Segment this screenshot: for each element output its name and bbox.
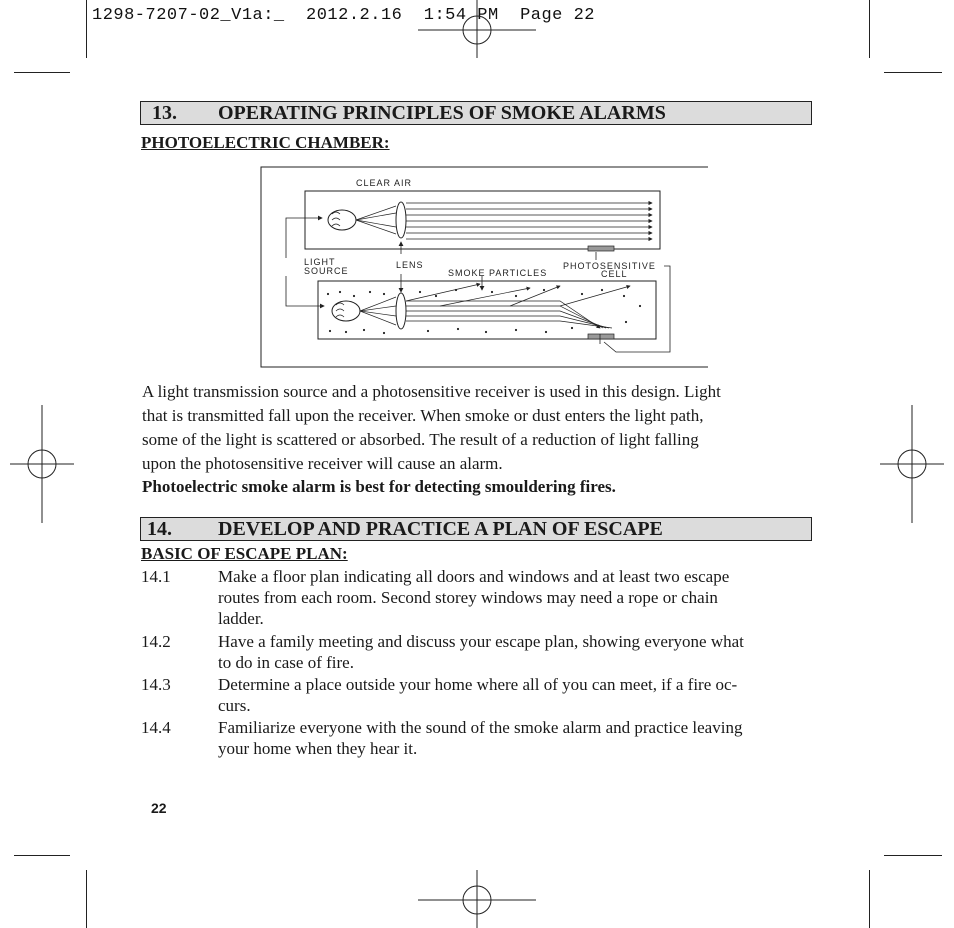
photosensitive-label: PHOTOSENSITIVE <box>563 261 656 271</box>
photoelectric-chamber-diagram <box>260 166 710 370</box>
page-number: 22 <box>151 800 167 816</box>
crop-mark-top-left-v <box>86 0 87 58</box>
section-title: OPERATING PRINCIPLES OF SMOKE ALARMS <box>218 102 666 124</box>
registration-mark-left <box>10 405 74 523</box>
item-number: 14.3 <box>141 675 171 694</box>
item-line: curs. <box>218 696 251 715</box>
description-line-2: that is transmitted fall upon the receiver. When smoke or dust enters the light path, <box>142 406 704 425</box>
section-number: 14. <box>147 518 172 540</box>
print-slug: 1298-7207-02_V1a:_ 2012.2.16 1:54 PM Page 22 <box>92 6 595 25</box>
lens-label: LENS <box>396 260 424 270</box>
description-line-4: upon the photosensitive receiver will cause an alarm. <box>142 454 503 473</box>
smouldering-fires-note: Photoelectric smoke alarm is best for detecting smouldering fires. <box>142 477 616 496</box>
section-title: DEVELOP AND PRACTICE A PLAN OF ESCAPE <box>218 518 663 540</box>
section-13-heading <box>140 101 812 125</box>
item-line: ladder. <box>218 609 264 628</box>
cell-label: CELL <box>601 269 628 279</box>
crop-mark-top-right-h <box>884 72 942 73</box>
item-text <box>218 631 818 673</box>
item-number: 14.2 <box>141 632 171 651</box>
description-line-3: some of the light is scattered or absorbed. The result of a reduction of light falling <box>142 430 699 449</box>
item-line: to do in case of fire. <box>218 653 354 672</box>
registration-mark-top <box>418 0 536 60</box>
crop-mark-top-left-h <box>14 72 70 73</box>
source-label: SOURCE <box>304 266 349 276</box>
light-source-bracket <box>286 218 300 306</box>
item-line: Determine a place outside your home where all of you can meet, if a fire oc- <box>218 675 738 694</box>
crop-mark-top-right-v <box>869 0 870 58</box>
photoelectric-description <box>142 380 822 476</box>
clear-air-label: CLEAR AIR <box>356 178 413 188</box>
section-number: 13. <box>152 102 177 124</box>
crop-mark-bottom-left-h <box>14 855 70 856</box>
clear-air-chamber <box>305 191 660 251</box>
registration-mark-bottom <box>418 870 536 928</box>
registration-mark-right <box>880 405 944 523</box>
item-number: 14.1 <box>141 567 171 586</box>
escape-plan-subheading: BASIC OF ESCAPE PLAN: <box>141 544 348 563</box>
item-number: 14.4 <box>141 718 171 737</box>
crop-mark-bottom-left-v <box>86 870 87 928</box>
item-text <box>218 566 818 629</box>
item-line: routes from each room. Second storey windows may need a rope or chain <box>218 588 718 607</box>
light-label: LIGHT <box>304 257 336 267</box>
crop-mark-bottom-right-h <box>884 855 942 856</box>
smoke-particles-label: SMOKE PARTICLES <box>448 268 548 278</box>
item-line: Make a floor plan indicating all doors and windows and at least two escape <box>218 567 730 586</box>
item-text <box>218 674 818 716</box>
item-line: Familiarize everyone with the sound of the smoke alarm and practice leaving <box>218 718 743 737</box>
description-line-1: A light transmission source and a photosensitive receiver is used in this design. Light <box>142 382 721 401</box>
crop-mark-bottom-right-v <box>869 870 870 928</box>
smoke-chamber <box>318 281 656 339</box>
section-14-heading <box>140 517 812 541</box>
item-text <box>218 717 818 759</box>
item-line: your home when they hear it. <box>218 739 418 758</box>
photoelectric-chamber-subheading: PHOTOELECTRIC CHAMBER: <box>141 133 390 152</box>
item-line: Have a family meeting and discuss your escape plan, showing everyone what <box>218 632 744 651</box>
